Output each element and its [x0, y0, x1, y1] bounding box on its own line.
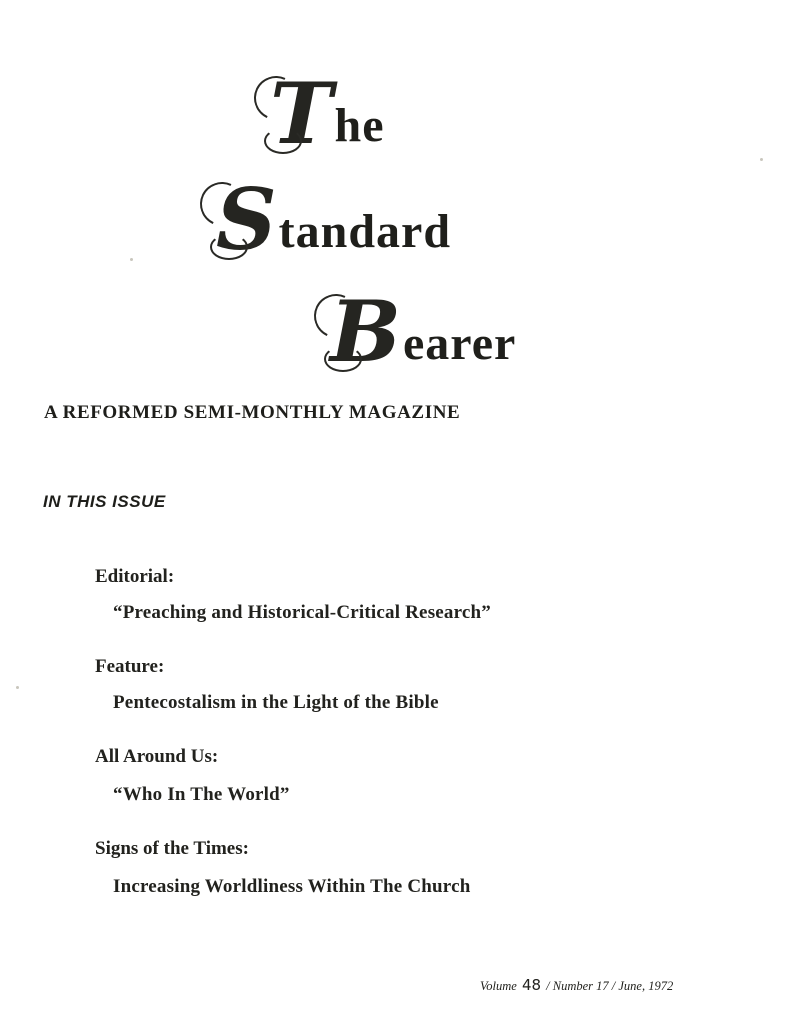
- volume-label: Volume: [480, 979, 517, 993]
- magazine-subtitle: A REFORMED SEMI-MONTHLY MAGAZINE: [44, 402, 461, 423]
- masthead-rest-he: he: [334, 99, 385, 152]
- volume-number: 48: [521, 976, 542, 994]
- issue-number-date: / Number 17 / June, 1972: [546, 979, 674, 993]
- issue-info: [480, 976, 673, 994]
- in-this-issue-heading: IN THIS ISSUE: [43, 492, 166, 511]
- section-editorial: Editorial:: [95, 566, 175, 587]
- masthead-rest-earer: earer: [403, 317, 517, 370]
- section-feature: Feature:: [95, 656, 165, 677]
- paper-speck: [760, 158, 763, 161]
- masthead-initial-b: B: [330, 282, 401, 381]
- section-all-around-us: All Around Us:: [95, 746, 219, 767]
- paper-speck: [130, 258, 133, 261]
- article-feature: Pentecostalism in the Light of the Bible: [113, 692, 439, 713]
- masthead-rest-tandard: tandard: [278, 205, 452, 258]
- masthead-initial-s: S: [216, 170, 277, 269]
- article-editorial: “Preaching and Historical-Critical Research”: [113, 602, 492, 623]
- masthead-line-bearer: [330, 282, 517, 381]
- section-signs-of-the-times: Signs of the Times:: [95, 838, 249, 859]
- masthead-line-standard: [216, 170, 452, 269]
- masthead-line-the: [270, 64, 385, 163]
- article-all-around-us: “Who In The World”: [113, 784, 290, 805]
- article-signs-of-the-times: Increasing Worldliness Within The Church: [113, 876, 471, 897]
- paper-speck: [16, 686, 19, 689]
- masthead-initial-t: T: [270, 64, 333, 163]
